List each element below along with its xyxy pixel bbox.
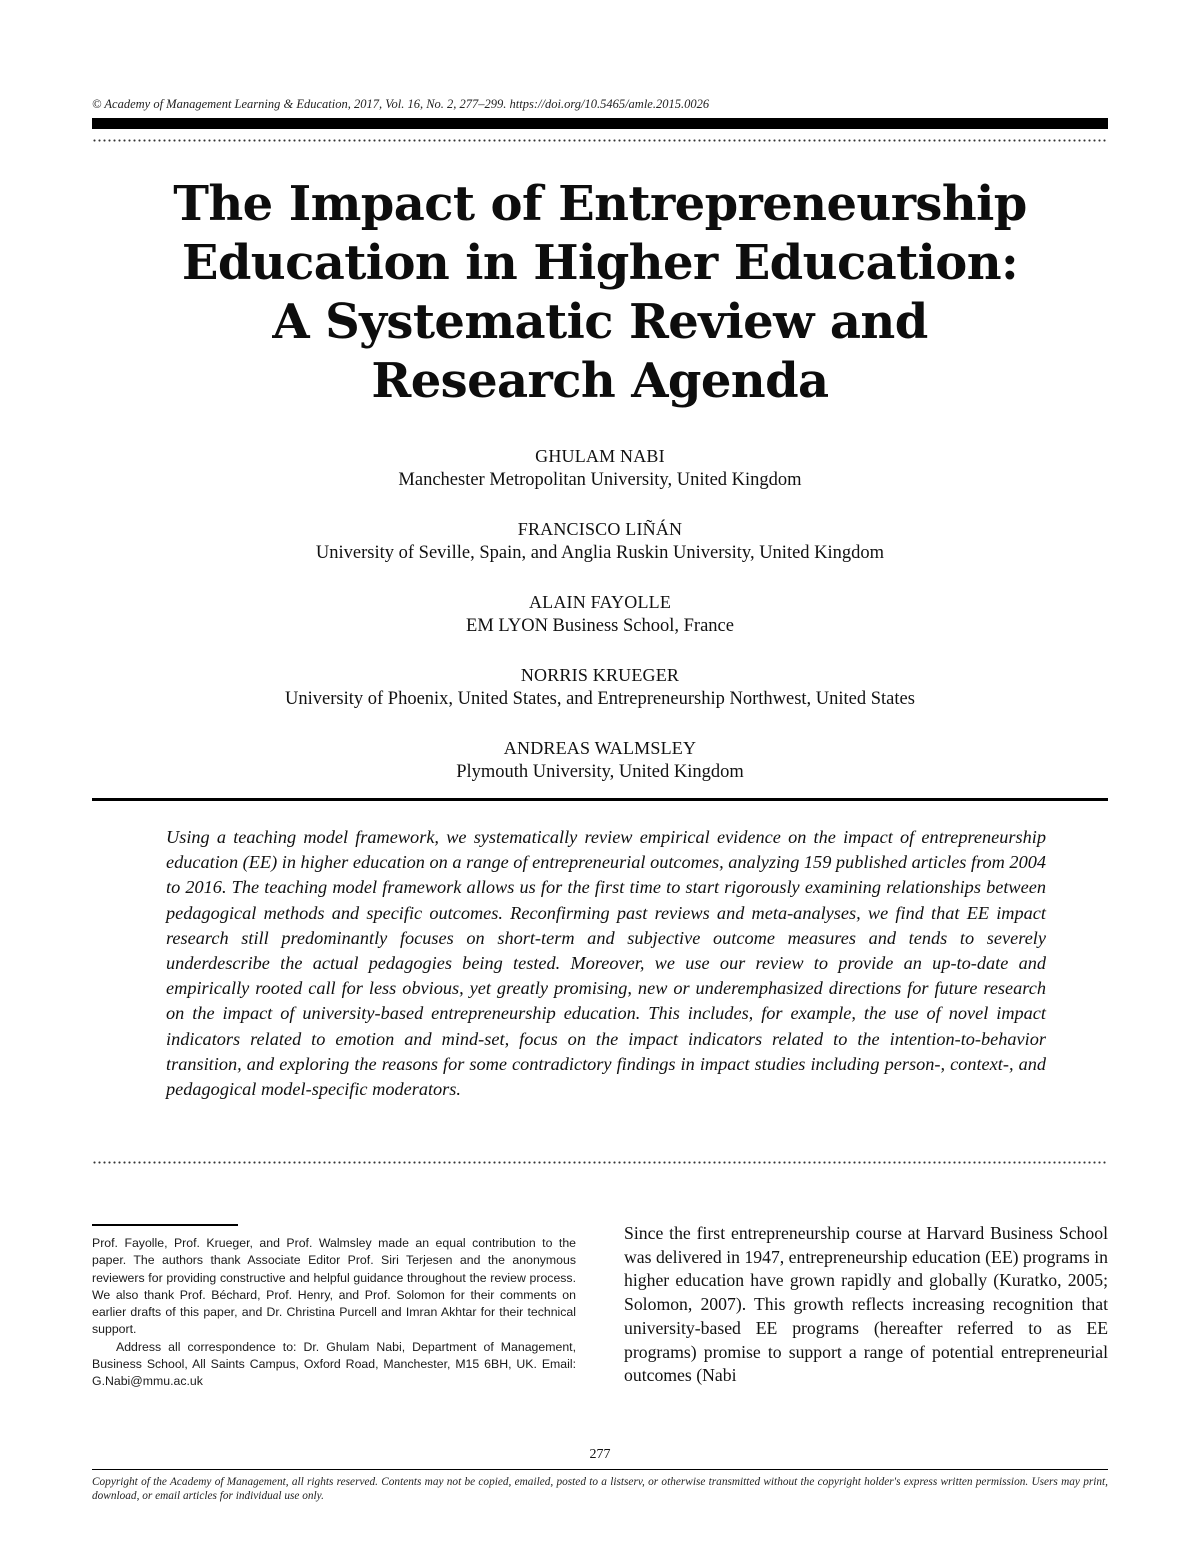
author-affiliation: Plymouth University, United Kingdom — [456, 762, 744, 782]
copyright-rule — [92, 1469, 1108, 1470]
body-text: Since the first entrepreneurship course at Harvard Business School was delivered in 1947, entrepreneurship education (EE) programs in higher education have grown rapidly and globally (Kuratko, 2005; Solomon, 2007). This growth reflects increasing recognition that university-based EE programs (hereafter referred to as EE programs) promise to support a range of potential entrepreneurial outcomes (Nabi — [624, 1223, 1108, 1386]
page-number: 277 — [589, 1447, 611, 1462]
dotted-divider-top — [92, 139, 1108, 142]
title-line: The Impact of Entrepreneurship — [173, 176, 1027, 232]
author-name: ANDREAS WALMSLEY — [503, 738, 697, 758]
author-block — [92, 444, 1108, 517]
article-title — [92, 175, 1108, 411]
journal-citation: © Academy of Management Learning & Education, 2017, Vol. 16, No. 2, 277–299. https://doi.org/10.5465/amle.2015.0026 — [92, 97, 710, 111]
title-line: Education in Higher Education: — [181, 235, 1019, 291]
author-affiliation: Manchester Metropolitan University, United Kingdom — [398, 470, 802, 490]
title-line: A Systematic Review and — [272, 294, 928, 350]
author-affiliation: University of Seville, Spain, and Anglia Ruskin University, United Kingdom — [315, 543, 885, 563]
copyright-notice: Copyright of the Academy of Management, all rights reserved. Contents may not be copied, emailed, posted to a listserv, or otherwise transmitted without the copyright holder's express written permission. Users may print, download, or email articles for individual use only. — [92, 1476, 1108, 1502]
footnote-rule — [92, 1224, 238, 1226]
footnote-correspondence: Address all correspondence to: Dr. Ghulam Nabi, Department of Management, Business School, All Saints Campus, Oxford Road, Manchester, M15 6BH, UK. Email: G.Nabi@mmu.ac.uk — [92, 1339, 576, 1389]
dotted-divider-bottom — [92, 1161, 1108, 1164]
footnote-acknowledgment: Prof. Fayolle, Prof. Krueger, and Prof. Walmsley made an equal contribution to the paper. The authors thank Associate Editor Prof. Siri Terjesen and the anonymous reviewers for providing constructive and helpful guidance throughout the review process. We also thank Prof. Béchard, Prof. Henry, and Prof. Solomon for their comments on earlier drafts of this paper, and Dr. Christina Purcell and Imran Akhtar for their technical support. — [92, 1236, 576, 1337]
abstract-top-rule — [92, 798, 1108, 801]
abstract: Using a teaching model framework, we systematically review empirical evidence on the impact of entrepreneurship education (EE) in higher education on a range of entrepreneurial outcomes, analyzing 159 published articles from 2004 to 2016. The teaching model framework allows us for the first time to start rigorously examining relationships between pedagogical methods and specific outcomes. Reconfirming past reviews and meta-analyses, we find that EE impact research still predominantly focuses on short-term and subjective outcome measures and tends to severely underdescribe the actual pedagogies being tested. Moreover, we use our review to provide an up-to-date and empirically rooted call for less obvious, yet greatly promising, new or underemphasized directions for future research on the impact of university-based entrepreneurship education. This includes, for example, the use of novel impact indicators related to emotion and mind-set, focus on the impact indicators related to the intention-to-behavior transition, and exploring the reasons for some contradictory findings in impact studies including person-, context-, and pedagogical model-specific moderators. — [166, 827, 1046, 1100]
title-line: Research Agenda — [371, 353, 829, 409]
author-name: GHULAM NABI — [535, 446, 665, 466]
author-list — [92, 444, 1108, 809]
author-block — [92, 517, 1108, 590]
author-name: NORRIS KRUEGER — [520, 665, 680, 685]
footnote — [92, 1235, 576, 1391]
author-affiliation: EM LYON Business School, France — [466, 616, 734, 636]
author-block — [92, 590, 1108, 663]
author-affiliation: University of Phoenix, United States, and Entrepreneurship Northwest, United States — [285, 689, 915, 709]
author-name: ALAIN FAYOLLE — [528, 592, 672, 612]
author-name: FRANCISCO LIÑÁN — [517, 519, 683, 539]
header-bar — [92, 118, 1108, 129]
author-block — [92, 663, 1108, 736]
